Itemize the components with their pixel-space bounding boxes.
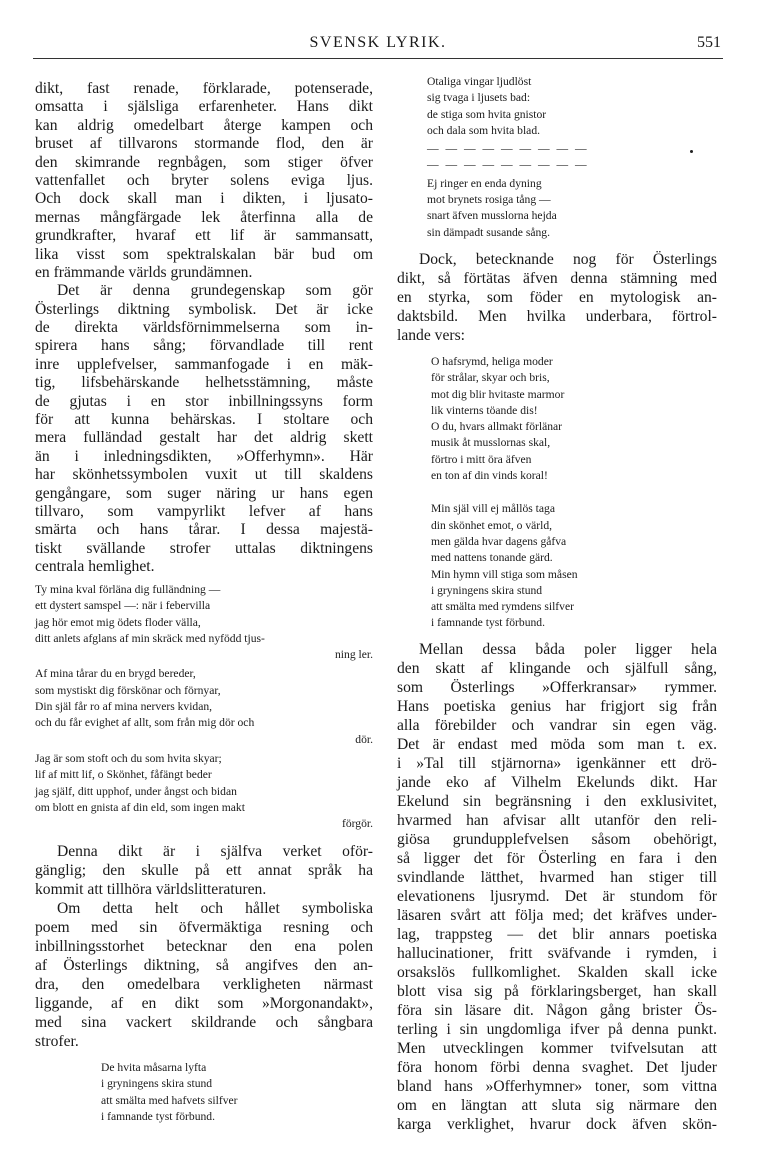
text-line: har skönhetssymbolen vuxit ut till skaldens [35, 466, 373, 484]
verse-line: snart äfven musslorna hejda [427, 209, 557, 223]
text-line: gengångare, som suger näring ur hans egen [35, 484, 373, 502]
text-line: Om detta helt och hållet symboliska [57, 900, 373, 917]
verse-line: Jag är som stoft och du som hvita skyar; [35, 751, 222, 765]
paragraph [35, 80, 373, 282]
text-line: de direkta världsförnimmelserna som in- [35, 319, 373, 337]
text-line: kan aldrig omedelbart återge kampen och [35, 116, 373, 134]
stanza [431, 501, 717, 631]
text-line: den skimrande regnbågen, som stiger öfver [35, 153, 373, 171]
text-line: Denna dikt är i själfva verket oför- [57, 843, 373, 860]
verse-line: Ty mina kval förläna dig fulländning — [35, 583, 221, 596]
verse-line: jag själf, ditt upphof, under ångst och bidan [35, 784, 237, 798]
stanza [101, 1060, 373, 1125]
text-line: orsakslös fullkomlighet. Skalden skall icke [397, 964, 717, 981]
text-line: föra sin läsare dit. Någon gång brister Ös- [397, 1002, 717, 1019]
text-line: smärta och hans tårar. I dessa majestä- [35, 521, 373, 539]
verse-line: jag hör emot mig ödets floder välla, [35, 615, 201, 629]
text-line: strofer. [35, 1033, 79, 1050]
text-line: karga verklighet, hvarur dock äfven skön- [397, 1116, 717, 1133]
text-line: mera fulländad gestalt har det aldrig skett [35, 429, 373, 447]
text-line: föra honom förbi denna svaghet. Det ljuder [397, 1059, 717, 1076]
text-line: bland hans »Offerhymner» toner, som vittna [397, 1078, 717, 1095]
text-line: poem med sin öfvermäktiga resning och [35, 919, 373, 936]
text-line: som Österlings »Offerkransar» rymmer. [397, 679, 717, 696]
running-title: SVENSK LYRIK. [309, 34, 447, 51]
text-line: Och dock skall man i dikten, i ljusato- [35, 190, 373, 208]
text-line: om en längtan att sluta sig närmare den [397, 1097, 717, 1114]
verse-line: sig tvaga i ljusets bad: [427, 91, 531, 105]
verse-line: de stiga som hvita gnistor [427, 107, 547, 121]
stanza [35, 666, 373, 747]
left-column [35, 80, 373, 1150]
text-line: vattenfallet och bryter solens eviga ljus. [35, 171, 373, 189]
paragraph [35, 899, 373, 1051]
verse-quote [427, 74, 717, 243]
stanza [35, 751, 373, 832]
text-line: tillvaro, som vampyrlikt lefver af hans [35, 502, 373, 520]
paragraph [397, 250, 717, 345]
text-line: kommit att tillhöra världslitteraturen. [35, 881, 267, 898]
stanza [427, 141, 717, 174]
verse-line: men gälda hvar dagens gåfva [431, 534, 567, 548]
text-line: bruset af tillvarons stormande flod, den är [35, 135, 373, 153]
verse-quote [431, 354, 717, 638]
verse-line: musik åt musslornas skal, [431, 436, 551, 450]
text-line: liggande, af en dikt som »Morgonandakt», [35, 995, 373, 1012]
text-line: lag, trappsteg — det blir annars poetiska [397, 926, 717, 943]
verse-line: att smälta med hafvets silfver [101, 1093, 238, 1107]
text-line: inre upplefvelser, sammanfogade i en mäk- [35, 355, 373, 373]
verse-line: dör. [355, 732, 373, 746]
text-line: grundkrafter, hvaraf ett lif är sammansatt, [35, 227, 373, 245]
verse-line: mot brynets rosiga tång — [427, 193, 551, 207]
verse-line: lik vinterns töande dis! [431, 403, 538, 417]
text-line: en främmande världs grundämnen. [35, 263, 253, 281]
verse-line: Min själ vill ej mållös taga [431, 502, 555, 516]
text-line: Det är denna grundegenskap som gör [57, 282, 373, 300]
verse-line: Min hymn vill stiga som måsen [431, 567, 578, 581]
verse-line: och dala som hvita blad. [427, 123, 541, 137]
text-line: elevationens ljusrymd. Det är stundom för [397, 888, 717, 905]
prose-block [397, 640, 717, 1134]
text-line: Ekelund sin begränsning i den exklusivitet, [397, 793, 717, 810]
text-line: en styrka, som föder en mytologisk an- [397, 289, 717, 306]
text-line: lika visst som spektralskalan bär bud om [35, 245, 373, 263]
verse-quote [101, 1060, 373, 1131]
text-line: blott visa sig på förklaringsberget, han skall [397, 983, 717, 1000]
paragraph [35, 842, 373, 899]
verse-line: Din själ får ro af mina nervers kvidan, [35, 700, 213, 714]
verse-line: förgör. [341, 817, 373, 831]
text-line: af Österlings diktning, så angifves den an- [35, 957, 373, 974]
verse-line: i famnande tyst förbund. [101, 1109, 215, 1123]
verse-line: Ej ringer en enda dyning [427, 176, 542, 190]
verse-line: om blott en gnista af din eld, som ingen makt [35, 800, 245, 814]
prose-block [397, 250, 717, 345]
text-line: mernas mångfärgade lek återfinna alla de [35, 208, 373, 226]
text-line: omsatta i själsliga erfarenheter. Hans dikt [35, 98, 373, 116]
text-line: daktsbild. Men hvilka underbara, förtrol- [397, 308, 717, 325]
text-line: Österlings diktning symbolisk. Det är icke [35, 300, 373, 318]
verse-line: O hafsrymd, heliga moder [431, 355, 553, 368]
verse-line: förtro i mitt öra äfven [431, 452, 532, 466]
verse-line: i famnande tyst förbund. [431, 616, 545, 630]
verse-line: som mystiskt dig förskönar och förnyar, [35, 683, 221, 697]
text-line: än i inledningsdikten, »Offerhymn». Här [35, 447, 373, 465]
text-line: de gjutas i en stor inbillningssyns form [35, 392, 373, 410]
text-line: spirera hans sång; förvandlade till rent [35, 337, 373, 355]
stanza [427, 74, 717, 139]
verse-line: och du får evighet af allt, som från mig dör och [35, 716, 255, 730]
verse-line: ning ler. [335, 648, 373, 662]
text-line: gänglig; den skulle på ett annat språk ha [35, 862, 373, 879]
verse-line: De hvita måsarna lyfta [101, 1061, 207, 1074]
text-line: dikt, så förtätas äfven denna stämning med [397, 270, 717, 287]
omission-dashes: — — — — — — — — — [427, 158, 589, 172]
text-line: centrala hemlighet. [35, 558, 155, 576]
text-line: Men utvecklingen kommer tvifvelsutan att [397, 1040, 717, 1057]
verse-line: mot dig blir hvitaste marmor [431, 387, 565, 401]
paragraph [35, 282, 373, 576]
text-line: den skatt af klingande och själfull sång, [397, 660, 717, 677]
text-line: i »Tal till stjärnorna» igenkänner ett drö- [397, 755, 717, 772]
verse-line: med nattens tonande gärd. [431, 551, 553, 565]
text-line: Hans poetiska genius har frigjort sig från [397, 698, 717, 715]
text-line: Det är endast med möda som man t. ex. [397, 736, 717, 753]
verse-line: ett dystert samspel —: när i febervilla [35, 599, 211, 613]
paragraph [397, 640, 717, 1134]
text-line: Dock, betecknande nog för Österlings [419, 251, 717, 268]
verse-line: för strålar, skyar och bris, [431, 371, 550, 385]
text-line: tig, lifsbehärskande helhetsstämning, måste [35, 374, 373, 392]
page-number: 551 [697, 34, 721, 51]
verse-line: din skönhet emot, o värld, [431, 518, 553, 532]
omission-dashes: — — — — — — — — — [427, 142, 589, 156]
page-header [33, 30, 723, 59]
verse-line: ditt anlets afglans af min skräck med nyfödd tjus- [35, 631, 265, 645]
text-line: dikt, fast renade, förklarade, potenserade, [35, 80, 373, 97]
text-line: läsaren svårt att följa med; det kräfves under- [397, 907, 717, 924]
verse-line: i gryningens skira stund [101, 1077, 213, 1091]
text-line: hallucinationer, fritt sväfvande i rymden, i [397, 945, 717, 962]
verse-line: O du, hvars allmakt förlänar [431, 420, 563, 434]
text-line: dra, den omedelbara verkligheten närmast [35, 976, 373, 993]
text-line: tiskt svällande strofer uttalas diktningens [35, 539, 373, 557]
text-line: hvarmed han afvisar allt utanför den reli- [397, 812, 717, 829]
text-line: jande eko af Vilhelm Ekelunds dikt. Har [397, 774, 717, 791]
stanza [35, 582, 373, 663]
prose-block [35, 80, 373, 577]
text-line: Mellan dessa båda poler ligger hela [419, 641, 717, 658]
verse-line: att smälta med rymdens silfver [431, 600, 574, 614]
text-line: så ligger det för Österling en fara i den [397, 850, 717, 867]
text-line: giösa grundupplefvelsen såsom obehörigt, [397, 831, 717, 848]
verse-quote [35, 582, 373, 835]
stanza [431, 354, 717, 484]
verse-line: Af mina tårar du en brygd bereder, [35, 667, 196, 681]
verse-line: en ton af din vinds koral! [431, 469, 548, 483]
prose-block [35, 842, 373, 1051]
text-line: alla förebilder och vandrar sin egen väg. [397, 717, 717, 734]
text-line: terling i sin ungdomliga ifver på denna punkt. [397, 1021, 717, 1038]
verse-line: sin dämpadt susande sång. [427, 225, 551, 239]
verse-line: lif af mitt lif, o Skönhet, fåfängt beder [35, 768, 212, 782]
text-line: inbillningsstorhet betecknar den ena polen [35, 938, 373, 955]
text-line: lande vers: [397, 327, 465, 344]
text-line: svindlande lätthet, hvarmed han stiger till [397, 869, 717, 886]
scan-speck [690, 150, 693, 153]
verse-line: i gryningens skira stund [431, 583, 543, 597]
text-line: för att kunna behärskas. I stoltare och [35, 411, 373, 429]
verse-line: Otaliga vingar ljudlöst [427, 75, 532, 88]
stanza [427, 176, 717, 241]
right-column [397, 68, 717, 1153]
text-line: med sina vackert skildrande och sångbara [35, 1014, 373, 1031]
